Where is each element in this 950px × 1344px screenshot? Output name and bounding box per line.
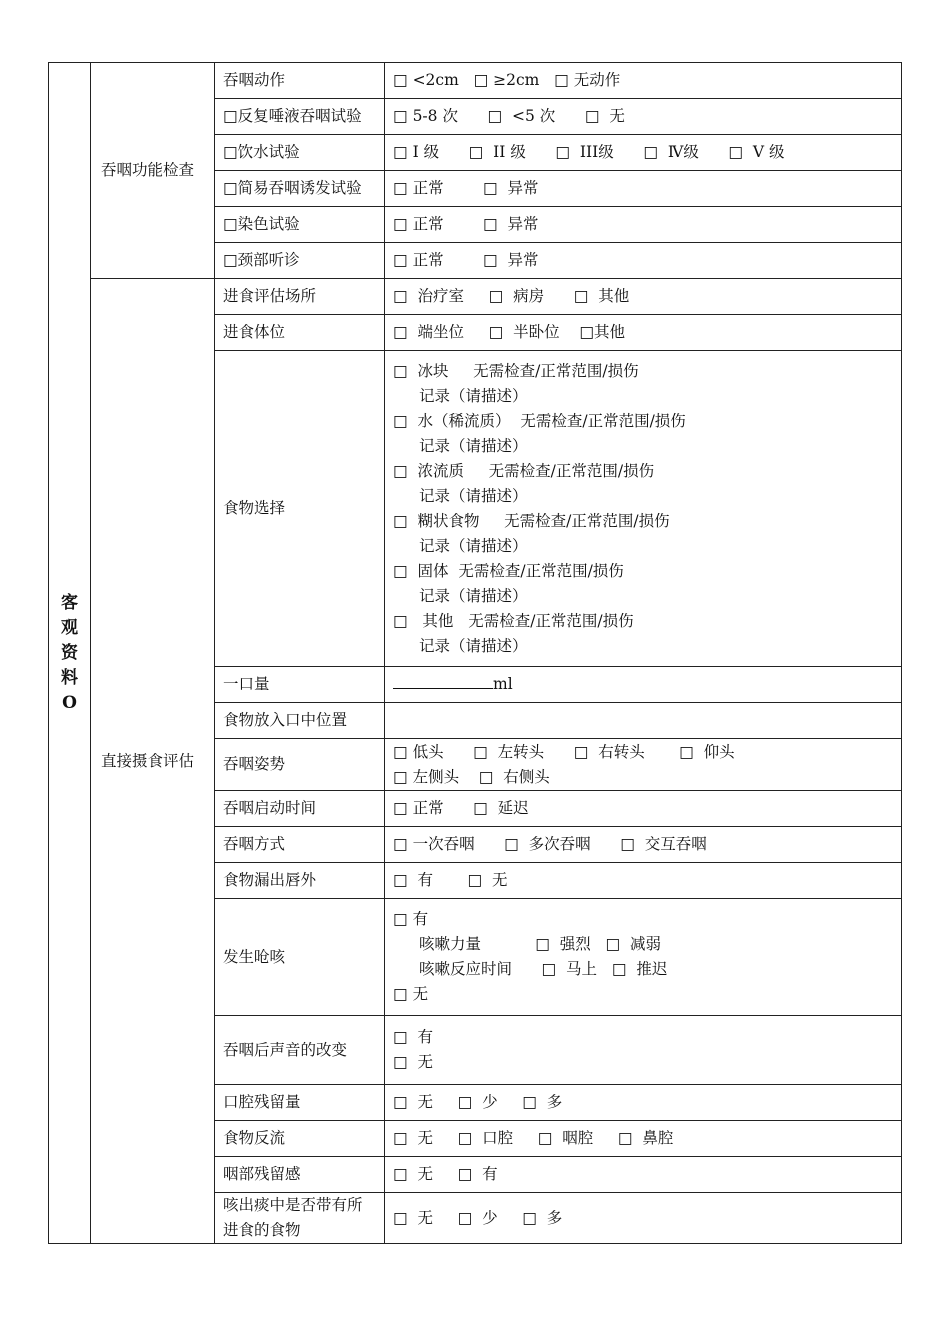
row-label-swallow-posture: 吞咽姿势 (215, 739, 385, 791)
options-sputum-food[interactable]: □ 无 □ 少 □ 多 (385, 1193, 902, 1244)
section-title-objective: 客 观 资 料 O (49, 63, 91, 1244)
row-label-water-test[interactable]: □饮水试验 (215, 135, 385, 171)
options-water-test[interactable]: □ I 级 □ II 级 □ III级 □ Ⅳ级 □ V 级 (385, 135, 902, 171)
options-swallow-onset[interactable]: □ 正常 □ 延迟 (385, 791, 902, 827)
row-label-choking: 发生呛咳 (215, 899, 385, 1016)
assessment-table (48, 62, 902, 1244)
options-pharynx-residue[interactable]: □ 无 □ 有 (385, 1157, 902, 1193)
options-neck-auscultation[interactable]: □ 正常 □ 异常 (385, 243, 902, 279)
row-label-mouthful: 一口量 (215, 667, 385, 703)
swallow-posture-line2[interactable]: □ 左侧头 □ 右侧头 (393, 767, 550, 786)
food-other-record: 记录（请描述） (419, 636, 528, 655)
cough-force[interactable]: 咳嗽力量 □ 强烈 □ 减弱 (419, 935, 661, 953)
food-thick-liquid[interactable]: □ 浓流质 无需检查/正常范围/损伤 (393, 461, 655, 480)
row-label-swallow-method: 吞咽方式 (215, 827, 385, 863)
options-dye-test[interactable]: □ 正常 □ 异常 (385, 207, 902, 243)
row-label-swallow-onset: 吞咽启动时间 (215, 791, 385, 827)
mouthful-blank[interactable] (393, 673, 493, 689)
food-water[interactable]: □ 水（稀流质） 无需检查/正常范围/损伤 (393, 411, 686, 430)
group-direct-feeding-eval: 直接摄食评估 (91, 279, 215, 1244)
options-swallow-method[interactable]: □ 一次吞咽 □ 多次吞咽 □ 交互吞咽 (385, 827, 902, 863)
choking-no[interactable]: □ 无 (393, 985, 429, 1003)
row-label-dye-test[interactable]: □染色试验 (215, 207, 385, 243)
voice-change-yes[interactable]: □ 有 (393, 1028, 433, 1046)
options-oral-residue[interactable]: □ 无 □ 少 □ 多 (385, 1085, 902, 1121)
options-food-choice[interactable] (385, 351, 902, 667)
group-swallow-function-check: 吞咽功能检查 (91, 63, 215, 279)
food-solid-record: 记录（请描述） (419, 586, 528, 605)
row-label-neck-auscultation[interactable]: □颈部听诊 (215, 243, 385, 279)
row-label-swallow-action: 吞咽动作 (215, 63, 385, 99)
options-eval-place[interactable]: □ 治疗室 □ 病房 □ 其他 (385, 279, 902, 315)
row-label-food-leak: 食物漏出唇外 (215, 863, 385, 899)
food-paste-record: 记录（请描述） (419, 536, 528, 555)
options-swallow-posture[interactable] (385, 739, 902, 791)
food-thick-liquid-record: 记录（请描述） (419, 486, 528, 505)
swallow-posture-line1[interactable]: □ 低头 □ 左转头 □ 右转头 □ 仰头 (393, 742, 735, 761)
options-simple-swallow-provocation[interactable]: □ 正常 □ 异常 (385, 171, 902, 207)
mouthful-input[interactable] (385, 667, 902, 703)
food-position-value[interactable] (385, 703, 902, 739)
row-label-voice-change: 吞咽后声音的改变 (215, 1016, 385, 1085)
food-water-record: 记录（请描述） (419, 436, 528, 455)
row-label-feeding-posture: 进食体位 (215, 315, 385, 351)
choking-yes[interactable]: □ 有 (393, 910, 429, 928)
options-food-reflux[interactable]: □ 无 □ 口腔 □ 咽腔 □ 鼻腔 (385, 1121, 902, 1157)
row-label-repeated-saliva-test[interactable]: □反复唾液吞咽试验 (215, 99, 385, 135)
cough-reaction-time[interactable]: 咳嗽反应时间 □ 马上 □ 推迟 (419, 960, 668, 978)
food-paste[interactable]: □ 糊状食物 无需检查/正常范围/损伤 (393, 511, 670, 530)
options-food-leak[interactable]: □ 有 □ 无 (385, 863, 902, 899)
food-other[interactable]: □ 其他 无需检查/正常范围/损伤 (393, 611, 634, 630)
voice-change-no[interactable]: □ 无 (393, 1053, 433, 1071)
mouthful-unit: ml (493, 675, 513, 693)
row-label-food-reflux: 食物反流 (215, 1121, 385, 1157)
options-voice-change[interactable] (385, 1016, 902, 1085)
row-label-pharynx-residue: 咽部残留感 (215, 1157, 385, 1193)
row-label-food-position: 食物放入口中位置 (215, 703, 385, 739)
row-label-oral-residue: 口腔残留量 (215, 1085, 385, 1121)
row-label-eval-place: 进食评估场所 (215, 279, 385, 315)
food-solid[interactable]: □ 固体 无需检查/正常范围/损伤 (393, 561, 624, 580)
options-swallow-action[interactable]: □ <2cm □ ≥2cm □ 无动作 (385, 63, 902, 99)
options-feeding-posture[interactable]: □ 端坐位 □ 半卧位 □其他 (385, 315, 902, 351)
food-ice-record: 记录（请描述） (419, 386, 528, 405)
options-choking[interactable] (385, 899, 902, 1016)
row-label-food-choice: 食物选择 (215, 351, 385, 667)
options-repeated-saliva-test[interactable]: □ 5-8 次 □ <5 次 □ 无 (385, 99, 902, 135)
row-label-simple-swallow-provocation[interactable]: □简易吞咽诱发试验 (215, 171, 385, 207)
food-ice[interactable]: □ 冰块 无需检查/正常范围/损伤 (393, 361, 639, 380)
row-label-sputum-food: 咳出痰中是否带有所进食的食物 (215, 1193, 385, 1244)
